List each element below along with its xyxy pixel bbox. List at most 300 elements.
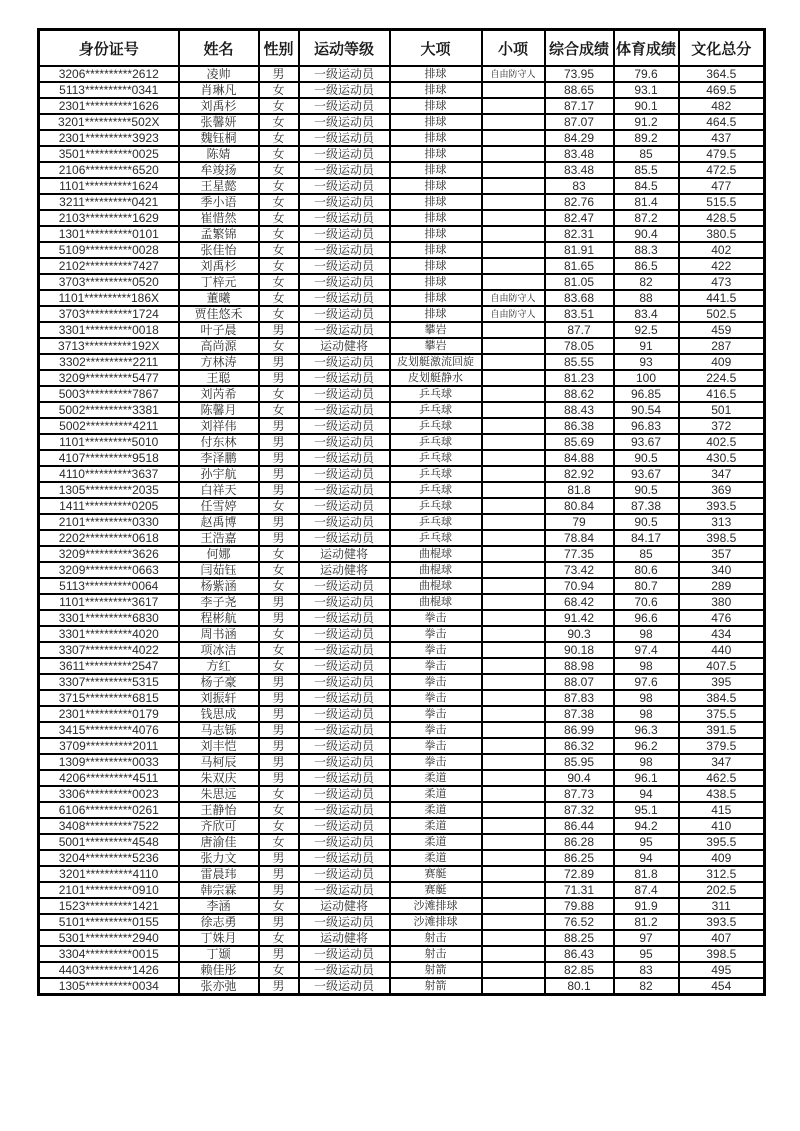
cell-culture-score: 347	[679, 754, 765, 770]
cell-gender: 男	[259, 450, 299, 466]
cell-id-number: 6106**********0261	[39, 802, 179, 818]
cell-name: 李泽鹏	[179, 450, 259, 466]
table-row	[39, 402, 765, 418]
table-row	[39, 370, 765, 386]
cell-composite-score: 79	[545, 514, 614, 530]
cell-athlete-level: 一级运动员	[299, 626, 390, 642]
cell-athlete-level: 一级运动员	[299, 706, 390, 722]
cell-name: 任雪婷	[179, 498, 259, 514]
table-row	[39, 626, 765, 642]
cell-name: 董曦	[179, 290, 259, 306]
cell-name: 方红	[179, 658, 259, 674]
cell-name: 王聪	[179, 370, 259, 386]
table-row	[39, 242, 765, 258]
cell-composite-score: 83.51	[545, 306, 614, 322]
cell-sports-score: 91.2	[614, 114, 679, 130]
cell-name: 丁梓元	[179, 274, 259, 290]
cell-name: 丁姝月	[179, 930, 259, 946]
table-header-row	[39, 30, 765, 67]
cell-major-event: 柔道	[390, 818, 482, 834]
cell-culture-score: 287	[679, 338, 765, 354]
cell-sports-score: 96.85	[614, 386, 679, 402]
cell-major-event: 曲棍球	[390, 578, 482, 594]
cell-minor-event	[482, 626, 545, 642]
cell-gender: 女	[259, 386, 299, 402]
cell-name: 孟繁锦	[179, 226, 259, 242]
cell-composite-score: 86.43	[545, 946, 614, 962]
cell-composite-score: 90.18	[545, 642, 614, 658]
cell-gender: 男	[259, 434, 299, 450]
cell-id-number: 3302**********2211	[39, 354, 179, 370]
cell-athlete-level: 一级运动员	[299, 754, 390, 770]
cell-name: 张亦弛	[179, 978, 259, 995]
table-row	[39, 706, 765, 722]
cell-gender: 女	[259, 146, 299, 162]
cell-name: 付东林	[179, 434, 259, 450]
cell-athlete-level: 一级运动员	[299, 450, 390, 466]
cell-athlete-level: 一级运动员	[299, 978, 390, 995]
cell-id-number: 3703**********0520	[39, 274, 179, 290]
cell-id-number: 3713**********192X	[39, 338, 179, 354]
cell-athlete-level: 一级运动员	[299, 594, 390, 610]
cell-composite-score: 71.31	[545, 882, 614, 898]
cell-composite-score: 88.65	[545, 82, 614, 98]
cell-athlete-level: 一级运动员	[299, 258, 390, 274]
cell-major-event: 拳击	[390, 658, 482, 674]
cell-name: 刘祥伟	[179, 418, 259, 434]
table-row	[39, 178, 765, 194]
cell-athlete-level: 一级运动员	[299, 850, 390, 866]
cell-name: 马柯辰	[179, 754, 259, 770]
cell-sports-score: 85	[614, 546, 679, 562]
cell-name: 项冰洁	[179, 642, 259, 658]
cell-minor-event: 自由防守人	[482, 290, 545, 306]
cell-major-event: 柔道	[390, 850, 482, 866]
athlete-score-sheet	[37, 28, 766, 996]
cell-major-event: 乒乓球	[390, 482, 482, 498]
cell-composite-score: 87.38	[545, 706, 614, 722]
table-row	[39, 946, 765, 962]
cell-id-number: 5002**********4211	[39, 418, 179, 434]
table-row	[39, 322, 765, 338]
cell-composite-score: 88.25	[545, 930, 614, 946]
cell-athlete-level: 一级运动员	[299, 466, 390, 482]
cell-culture-score: 312.5	[679, 866, 765, 882]
cell-minor-event	[482, 834, 545, 850]
cell-sports-score: 95	[614, 946, 679, 962]
cell-id-number: 3611**********2547	[39, 658, 179, 674]
cell-gender: 男	[259, 594, 299, 610]
cell-name: 唐渝佳	[179, 834, 259, 850]
cell-sports-score: 90.5	[614, 482, 679, 498]
cell-composite-score: 68.42	[545, 594, 614, 610]
cell-major-event: 排球	[390, 82, 482, 98]
cell-gender: 男	[259, 914, 299, 930]
cell-composite-score: 87.83	[545, 690, 614, 706]
cell-athlete-level: 运动健将	[299, 562, 390, 578]
cell-culture-score: 482	[679, 98, 765, 114]
cell-gender: 男	[259, 690, 299, 706]
cell-id-number: 3307**********4022	[39, 642, 179, 658]
cell-id-number: 1101**********1624	[39, 178, 179, 194]
cell-name: 魏钰桐	[179, 130, 259, 146]
cell-name: 徐志勇	[179, 914, 259, 930]
cell-major-event: 排球	[390, 178, 482, 194]
table-row	[39, 146, 765, 162]
table-row	[39, 386, 765, 402]
cell-gender: 女	[259, 658, 299, 674]
cell-minor-event	[482, 706, 545, 722]
cell-minor-event	[482, 242, 545, 258]
cell-major-event: 乒乓球	[390, 386, 482, 402]
cell-athlete-level: 一级运动员	[299, 866, 390, 882]
cell-culture-score: 469.5	[679, 82, 765, 98]
cell-name: 刘丰恺	[179, 738, 259, 754]
cell-composite-score: 73.95	[545, 66, 614, 82]
cell-culture-score: 357	[679, 546, 765, 562]
cell-culture-score: 393.5	[679, 498, 765, 514]
cell-minor-event	[482, 194, 545, 210]
cell-id-number: 3304**********0015	[39, 946, 179, 962]
cell-culture-score: 502.5	[679, 306, 765, 322]
cell-minor-event	[482, 674, 545, 690]
cell-gender: 女	[259, 130, 299, 146]
cell-sports-score: 81.4	[614, 194, 679, 210]
cell-id-number: 3201**********502X	[39, 114, 179, 130]
cell-culture-score: 364.5	[679, 66, 765, 82]
cell-composite-score: 82.92	[545, 466, 614, 482]
cell-minor-event	[482, 882, 545, 898]
cell-sports-score: 87.38	[614, 498, 679, 514]
cell-sports-score: 79.6	[614, 66, 679, 82]
cell-composite-score: 84.88	[545, 450, 614, 466]
cell-major-event: 乒乓球	[390, 530, 482, 546]
cell-minor-event	[482, 690, 545, 706]
cell-major-event: 拳击	[390, 754, 482, 770]
cell-athlete-level: 一级运动员	[299, 82, 390, 98]
cell-sports-score: 80.7	[614, 578, 679, 594]
cell-culture-score: 311	[679, 898, 765, 914]
cell-athlete-level: 一级运动员	[299, 402, 390, 418]
cell-name: 陈馨月	[179, 402, 259, 418]
cell-id-number: 3709**********2011	[39, 738, 179, 754]
table-row	[39, 338, 765, 354]
column-header-gender: 性别	[259, 30, 299, 67]
cell-athlete-level: 一级运动员	[299, 210, 390, 226]
table-row	[39, 610, 765, 626]
cell-major-event: 排球	[390, 274, 482, 290]
cell-major-event: 曲棍球	[390, 546, 482, 562]
cell-athlete-level: 一级运动员	[299, 194, 390, 210]
cell-culture-score: 437	[679, 130, 765, 146]
cell-athlete-level: 一级运动员	[299, 882, 390, 898]
cell-culture-score: 454	[679, 978, 765, 995]
cell-composite-score: 82.47	[545, 210, 614, 226]
cell-composite-score: 90.3	[545, 626, 614, 642]
cell-culture-score: 369	[679, 482, 765, 498]
cell-sports-score: 97.4	[614, 642, 679, 658]
table-row	[39, 802, 765, 818]
cell-name: 齐欣可	[179, 818, 259, 834]
cell-id-number: 4403**********1426	[39, 962, 179, 978]
cell-athlete-level: 运动健将	[299, 338, 390, 354]
cell-culture-score: 462.5	[679, 770, 765, 786]
table-row	[39, 274, 765, 290]
cell-minor-event	[482, 530, 545, 546]
table-row	[39, 674, 765, 690]
cell-athlete-level: 一级运动员	[299, 274, 390, 290]
cell-gender: 女	[259, 194, 299, 210]
cell-culture-score: 409	[679, 850, 765, 866]
cell-sports-score: 90.4	[614, 226, 679, 242]
cell-name: 方林涛	[179, 354, 259, 370]
cell-name: 王静怡	[179, 802, 259, 818]
cell-major-event: 乒乓球	[390, 466, 482, 482]
cell-sports-score: 81.2	[614, 914, 679, 930]
cell-composite-score: 91.42	[545, 610, 614, 626]
cell-gender: 男	[259, 674, 299, 690]
table-row	[39, 642, 765, 658]
table-row	[39, 130, 765, 146]
cell-major-event: 乒乓球	[390, 450, 482, 466]
cell-minor-event	[482, 178, 545, 194]
cell-gender: 女	[259, 210, 299, 226]
cell-sports-score: 84.17	[614, 530, 679, 546]
cell-id-number: 1301**********0101	[39, 226, 179, 242]
cell-gender: 男	[259, 850, 299, 866]
cell-minor-event	[482, 370, 545, 386]
cell-culture-score: 407.5	[679, 658, 765, 674]
cell-composite-score: 88.62	[545, 386, 614, 402]
cell-culture-score: 402.5	[679, 434, 765, 450]
cell-sports-score: 82	[614, 978, 679, 995]
cell-name: 凌帅	[179, 66, 259, 82]
cell-gender: 男	[259, 610, 299, 626]
cell-sports-score: 91.9	[614, 898, 679, 914]
cell-name: 刘禹杉	[179, 98, 259, 114]
cell-culture-score: 410	[679, 818, 765, 834]
cell-minor-event	[482, 738, 545, 754]
cell-sports-score: 96.6	[614, 610, 679, 626]
cell-minor-event	[482, 274, 545, 290]
table-row	[39, 882, 765, 898]
cell-composite-score: 86.99	[545, 722, 614, 738]
cell-gender: 男	[259, 322, 299, 338]
cell-gender: 女	[259, 546, 299, 562]
cell-name: 肖琳凡	[179, 82, 259, 98]
cell-composite-score: 81.65	[545, 258, 614, 274]
cell-gender: 女	[259, 82, 299, 98]
cell-composite-score: 85.95	[545, 754, 614, 770]
cell-minor-event	[482, 210, 545, 226]
cell-gender: 女	[259, 178, 299, 194]
cell-gender: 男	[259, 882, 299, 898]
cell-id-number: 1305**********0034	[39, 978, 179, 995]
cell-composite-score: 83.68	[545, 290, 614, 306]
cell-culture-score: 438.5	[679, 786, 765, 802]
cell-athlete-level: 一级运动员	[299, 370, 390, 386]
cell-minor-event	[482, 578, 545, 594]
cell-major-event: 沙滩排球	[390, 914, 482, 930]
cell-composite-score: 81.05	[545, 274, 614, 290]
cell-sports-score: 81.8	[614, 866, 679, 882]
cell-athlete-level: 一级运动员	[299, 530, 390, 546]
cell-major-event: 拳击	[390, 690, 482, 706]
cell-minor-event	[482, 658, 545, 674]
cell-sports-score: 98	[614, 626, 679, 642]
cell-id-number: 3209**********0663	[39, 562, 179, 578]
cell-name: 钱思成	[179, 706, 259, 722]
cell-sports-score: 83.4	[614, 306, 679, 322]
cell-id-number: 5101**********0155	[39, 914, 179, 930]
cell-culture-score: 472.5	[679, 162, 765, 178]
cell-gender: 女	[259, 498, 299, 514]
cell-minor-event	[482, 546, 545, 562]
table-row	[39, 258, 765, 274]
cell-name: 孙宇航	[179, 466, 259, 482]
cell-culture-score: 340	[679, 562, 765, 578]
cell-minor-event	[482, 770, 545, 786]
table-row	[39, 578, 765, 594]
cell-athlete-level: 一级运动员	[299, 386, 390, 402]
cell-culture-score: 407	[679, 930, 765, 946]
cell-sports-score: 86.5	[614, 258, 679, 274]
cell-major-event: 排球	[390, 114, 482, 130]
cell-culture-score: 393.5	[679, 914, 765, 930]
cell-id-number: 2101**********0910	[39, 882, 179, 898]
table-row	[39, 162, 765, 178]
cell-athlete-level: 一级运动员	[299, 946, 390, 962]
cell-id-number: 2301**********1626	[39, 98, 179, 114]
cell-athlete-level: 一级运动员	[299, 226, 390, 242]
cell-culture-score: 402	[679, 242, 765, 258]
table-row	[39, 514, 765, 530]
cell-minor-event	[482, 130, 545, 146]
table-row	[39, 690, 765, 706]
table-row	[39, 594, 765, 610]
cell-composite-score: 70.94	[545, 578, 614, 594]
table-row	[39, 482, 765, 498]
table-row	[39, 210, 765, 226]
cell-minor-event	[482, 946, 545, 962]
cell-athlete-level: 一级运动员	[299, 162, 390, 178]
cell-composite-score: 86.44	[545, 818, 614, 834]
cell-athlete-level: 一级运动员	[299, 914, 390, 930]
cell-sports-score: 90.5	[614, 514, 679, 530]
cell-major-event: 乒乓球	[390, 434, 482, 450]
cell-major-event: 沙滩排球	[390, 898, 482, 914]
column-header-major-event: 大项	[390, 30, 482, 67]
cell-id-number: 3204**********5236	[39, 850, 179, 866]
cell-gender: 女	[259, 562, 299, 578]
cell-sports-score: 90.5	[614, 450, 679, 466]
cell-major-event: 排球	[390, 258, 482, 274]
cell-gender: 男	[259, 754, 299, 770]
cell-athlete-level: 一级运动员	[299, 354, 390, 370]
cell-major-event: 拳击	[390, 738, 482, 754]
column-header-sports-score: 体育成绩	[614, 30, 679, 67]
cell-composite-score: 87.07	[545, 114, 614, 130]
cell-minor-event	[482, 146, 545, 162]
cell-minor-event	[482, 562, 545, 578]
cell-name: 韩宗霖	[179, 882, 259, 898]
cell-minor-event	[482, 162, 545, 178]
cell-major-event: 射箭	[390, 978, 482, 995]
cell-minor-event	[482, 866, 545, 882]
cell-sports-score: 94	[614, 786, 679, 802]
table-row	[39, 738, 765, 754]
cell-culture-score: 347	[679, 466, 765, 482]
cell-gender: 男	[259, 770, 299, 786]
cell-composite-score: 87.32	[545, 802, 614, 818]
table-row	[39, 498, 765, 514]
cell-athlete-level: 一级运动员	[299, 642, 390, 658]
cell-minor-event	[482, 850, 545, 866]
cell-name: 张佳怡	[179, 242, 259, 258]
cell-athlete-level: 一级运动员	[299, 786, 390, 802]
table-row	[39, 786, 765, 802]
table-row	[39, 866, 765, 882]
cell-composite-score: 85.55	[545, 354, 614, 370]
cell-culture-score: 422	[679, 258, 765, 274]
cell-culture-score: 395.5	[679, 834, 765, 850]
cell-athlete-level: 一级运动员	[299, 130, 390, 146]
cell-minor-event	[482, 322, 545, 338]
cell-sports-score: 98	[614, 754, 679, 770]
cell-minor-event	[482, 402, 545, 418]
cell-minor-event: 自由防守人	[482, 66, 545, 82]
cell-gender: 女	[259, 274, 299, 290]
cell-sports-score: 95	[614, 834, 679, 850]
cell-gender: 男	[259, 738, 299, 754]
cell-composite-score: 86.32	[545, 738, 614, 754]
cell-name: 张馨妍	[179, 114, 259, 130]
cell-minor-event	[482, 962, 545, 978]
cell-id-number: 3301**********4020	[39, 626, 179, 642]
cell-culture-score: 202.5	[679, 882, 765, 898]
cell-culture-score: 398.5	[679, 530, 765, 546]
cell-culture-score: 477	[679, 178, 765, 194]
cell-minor-event	[482, 978, 545, 995]
table-row	[39, 914, 765, 930]
cell-major-event: 柔道	[390, 802, 482, 818]
cell-athlete-level: 一级运动员	[299, 834, 390, 850]
cell-culture-score: 515.5	[679, 194, 765, 210]
cell-culture-score: 495	[679, 962, 765, 978]
cell-sports-score: 88	[614, 290, 679, 306]
cell-gender: 男	[259, 66, 299, 82]
cell-composite-score: 87.7	[545, 322, 614, 338]
cell-culture-score: 476	[679, 610, 765, 626]
cell-id-number: 5109**********0028	[39, 242, 179, 258]
cell-id-number: 2301**********0179	[39, 706, 179, 722]
cell-athlete-level: 一级运动员	[299, 802, 390, 818]
cell-sports-score: 83	[614, 962, 679, 978]
cell-major-event: 排球	[390, 98, 482, 114]
cell-major-event: 排球	[390, 130, 482, 146]
cell-sports-score: 98	[614, 706, 679, 722]
cell-sports-score: 97	[614, 930, 679, 946]
cell-major-event: 排球	[390, 306, 482, 322]
table-row	[39, 930, 765, 946]
cell-major-event: 柔道	[390, 770, 482, 786]
cell-gender: 男	[259, 946, 299, 962]
cell-minor-event	[482, 722, 545, 738]
cell-composite-score: 86.25	[545, 850, 614, 866]
cell-minor-event	[482, 930, 545, 946]
cell-sports-score: 92.5	[614, 322, 679, 338]
cell-id-number: 1101**********3617	[39, 594, 179, 610]
